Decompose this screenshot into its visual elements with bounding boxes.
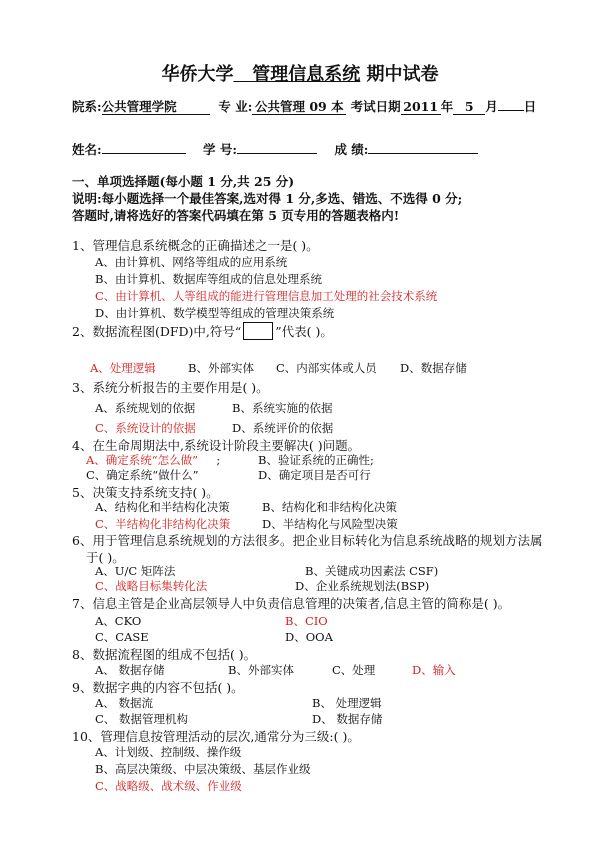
q2-option-b[interactable]: B、外部实体 <box>188 361 254 375</box>
q9-option-b[interactable]: B、 处理逻辑 <box>312 696 382 710</box>
q8-option-d[interactable]: D、输入 <box>412 663 456 677</box>
q7-option-b[interactable]: B、CIO <box>285 614 328 628</box>
question-10: 10、管理信息按管理活动的层次,通常分为三级:( )。 <box>72 729 360 744</box>
score-field[interactable] <box>368 153 478 154</box>
q5-option-d[interactable]: D、半结构化与风险型决策 <box>262 517 398 531</box>
student-id-field[interactable] <box>237 153 317 154</box>
question-4: 4、在生命周期法中,系统设计阶段主要解决( )问题。 <box>72 438 361 453</box>
q6-option-b[interactable]: B、关键成功因素法 CSF) <box>305 564 439 578</box>
q3-option-d[interactable]: D、系统评价的依据 <box>232 421 334 435</box>
year-unit: 年 <box>440 99 454 114</box>
question-1: 1、管理信息系统概念的正确描述之一是( )。 <box>72 238 319 253</box>
q3-option-a[interactable]: A、系统规划的依据 <box>95 401 196 415</box>
q5-option-a[interactable]: A、结构化和半结构化决策 <box>95 500 230 514</box>
q10-option-c[interactable]: C、战略级、战术级、作业级 <box>95 779 242 793</box>
q1-option-d[interactable]: D、由计算机、数学模型等组成的管理决策系统 <box>95 306 335 320</box>
q5-option-c[interactable]: C、半结构化非结构化决策 <box>95 517 231 531</box>
section-note-1: 说明:每小题选择一个最佳答案,选对得 1 分,多选、错选、不选得 0 分; <box>72 191 463 206</box>
name-field[interactable] <box>102 153 186 154</box>
name-label: 姓名: <box>72 142 102 157</box>
q4-option-a[interactable]: A、确定系统“怎么做” <box>86 453 199 467</box>
day-field[interactable] <box>498 110 524 111</box>
q8-option-c[interactable]: C、处理 <box>332 663 376 677</box>
question-5: 5、决策支持系统支持( )。 <box>72 485 219 500</box>
q9-option-a[interactable]: A、 数据流 <box>95 696 153 710</box>
q1-option-c[interactable]: C、由计算机、人等组成的能进行管理信息加工处理的社会技术系统 <box>95 289 438 303</box>
q7-option-c[interactable]: C、CASE <box>95 630 149 644</box>
section-title: 一、单项选择题(每小题 1 分,共 25 分) <box>72 174 295 189</box>
section-note-2: 答题时,请将选好的答案代码填在第 5 页专用的答题表格内! <box>72 208 400 223</box>
q6-option-d[interactable]: D、企业系统规划法(BSP) <box>295 579 430 593</box>
q9-option-c[interactable]: C、 数据管理机构 <box>95 712 188 726</box>
score-label: 成 绩: <box>334 142 369 157</box>
course-name: 管理信息系统 <box>252 64 361 85</box>
exam-name: 期中试卷 <box>366 64 439 85</box>
q4-option-d[interactable]: D、确定项目是否可行 <box>258 468 371 482</box>
year-field[interactable]: 2011 <box>401 100 441 115</box>
q9-option-d[interactable]: D、 数据存储 <box>312 712 383 726</box>
major-label: 专 业: <box>218 99 253 114</box>
q4-separator: ; <box>216 453 221 467</box>
q7-option-d[interactable]: D、OOA <box>285 630 333 644</box>
question-8: 8、数据流程图的组成不包括( )。 <box>72 647 257 662</box>
school-name: 华侨大学 <box>161 64 234 85</box>
month-unit: 月 <box>485 99 498 114</box>
question-3: 3、系统分析报告的主要作用是( )。 <box>72 380 269 395</box>
q1-option-a[interactable]: A、由计算机、网络等组成的应用系统 <box>95 255 288 269</box>
major-field[interactable]: 公共管理 09 本 <box>252 100 346 115</box>
q2-option-c[interactable]: C、内部实体或人员 <box>276 361 377 375</box>
dept-field[interactable]: 公共管理学院 <box>102 100 210 115</box>
q8-option-b[interactable]: B、外部实体 <box>228 663 294 677</box>
q6-option-c[interactable]: C、战略目标集转化法 <box>95 579 208 593</box>
question-6-cont: 于( )。 <box>86 550 125 565</box>
q3-option-b[interactable]: B、系统实施的依据 <box>232 401 333 415</box>
day-unit: 日 <box>523 99 537 114</box>
q2-option-d[interactable]: D、数据存储 <box>400 361 467 375</box>
q2-option-a[interactable]: A、处理逻辑 <box>90 361 156 375</box>
id-label: 学 号: <box>203 142 238 157</box>
q7-option-a[interactable]: A、CKO <box>95 614 142 628</box>
q5-option-b[interactable]: B、结构化和非结构化决策 <box>262 500 397 514</box>
q1-option-b[interactable]: B、由计算机、数据库等组成的信息处理系统 <box>95 272 322 286</box>
q8-option-a[interactable]: A、 数据存储 <box>95 663 165 677</box>
dept-label: 院系: <box>72 99 102 114</box>
date-label: 考试日期 <box>350 99 401 114</box>
question-2 <box>72 322 333 340</box>
process-symbol-icon <box>243 322 273 340</box>
q4-option-a-row <box>86 452 220 468</box>
q4-option-b[interactable]: B、验证系统的正确性; <box>258 453 374 467</box>
question-7: 7、信息主管是企业高层领导人中负责信息管理的决策者,信息主管的简称是( )。 <box>72 596 511 611</box>
q4-option-c[interactable]: C、确定系统“做什么” <box>86 468 199 482</box>
q3-option-c[interactable]: C、系统设计的依据 <box>95 421 196 435</box>
question-9: 9、数据字典的内容不包括( )。 <box>72 680 244 695</box>
month-field[interactable]: 5 <box>453 100 485 115</box>
question-6: 6、用于管理信息系统规划的方法很多。把企业目标转化为信息系统战略的规划方法属 <box>72 533 543 548</box>
exam-title <box>0 60 600 86</box>
q2-text-pre: 2、数据流程图(DFD)中,符号“ <box>72 324 242 339</box>
header-line-2 <box>72 140 478 158</box>
q10-option-a[interactable]: A、计划级、控制级、操作级 <box>95 745 242 759</box>
header-line-1 <box>72 97 536 115</box>
q2-text-post: ”代表( )。 <box>275 324 333 339</box>
q10-option-b[interactable]: B、高层决策级、中层决策级、基层作业级 <box>95 762 311 776</box>
q6-option-a[interactable]: A、U/C 矩阵法 <box>95 564 176 578</box>
